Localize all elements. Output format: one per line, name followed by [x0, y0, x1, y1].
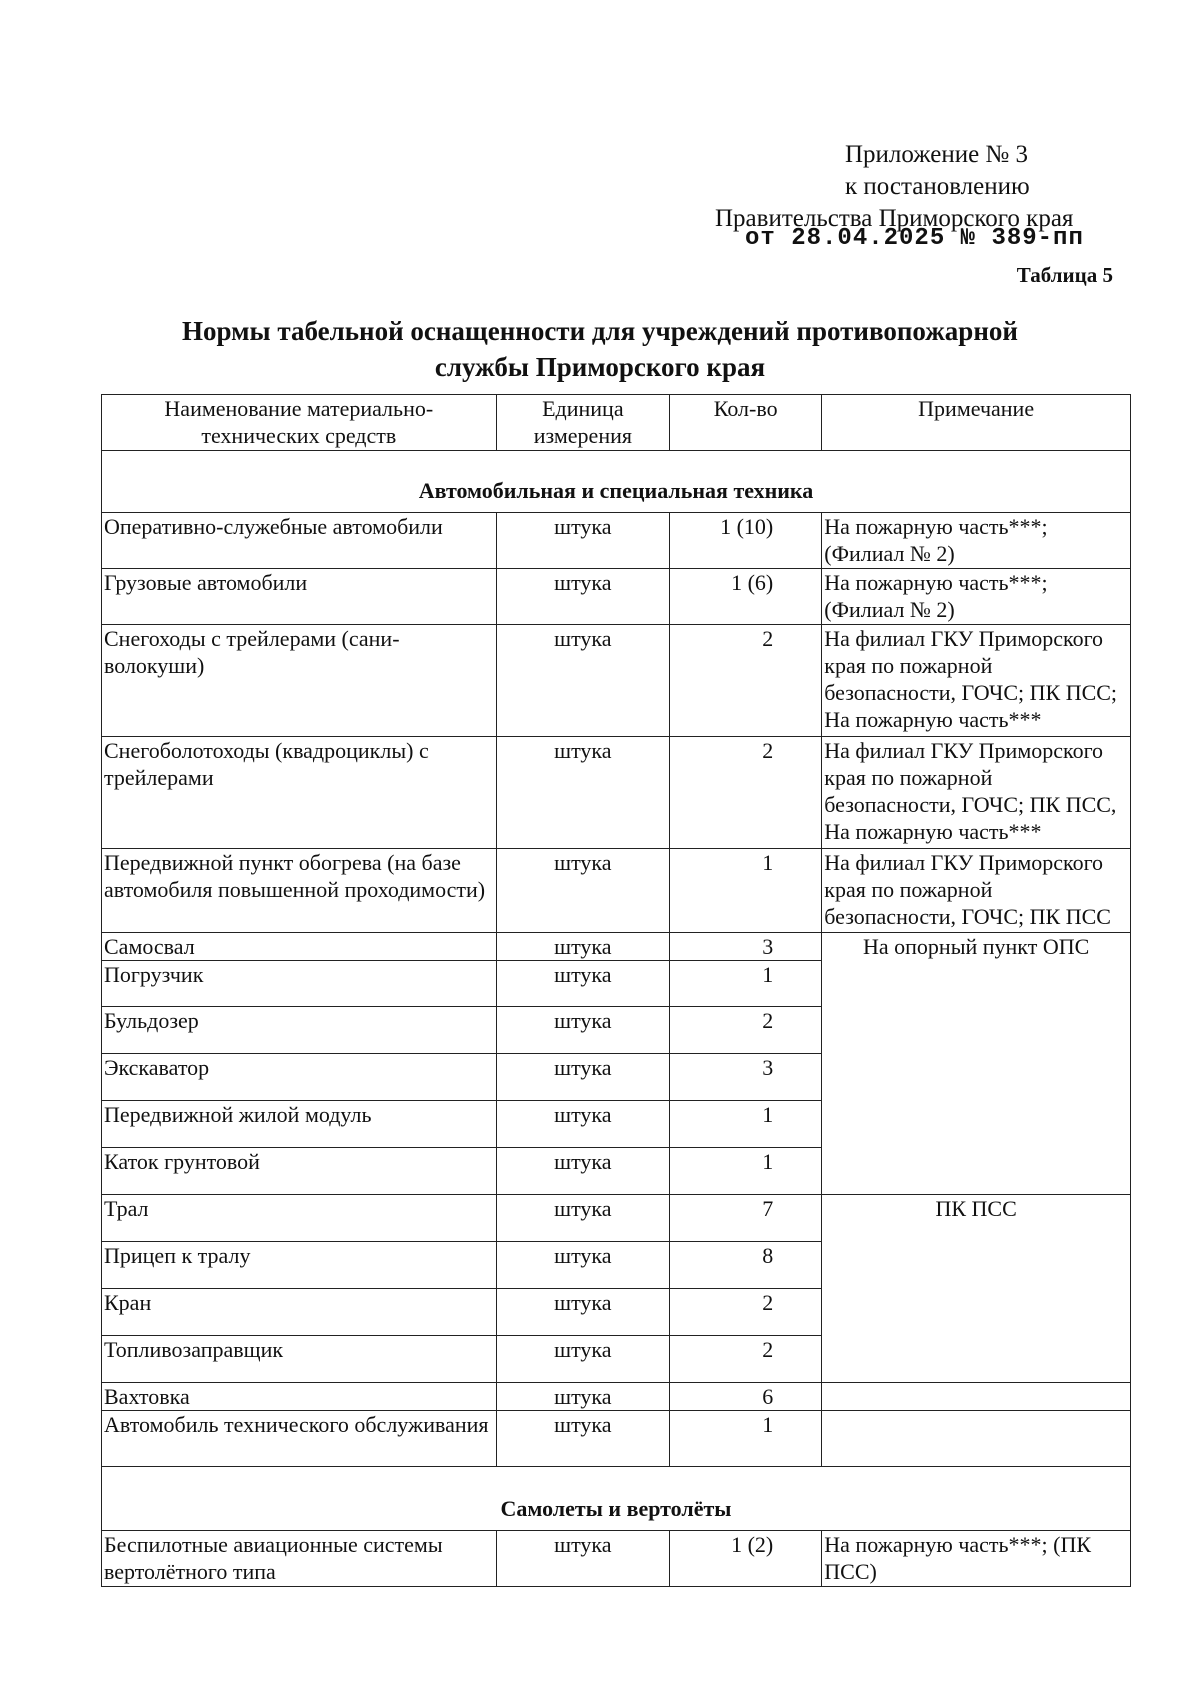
cell-note — [822, 1383, 1131, 1411]
cell-note: На пожарную часть***; (Филиал № 2) — [822, 513, 1131, 569]
cell-name: Бульдозер — [102, 1007, 497, 1054]
cell-unit: штука — [496, 569, 670, 625]
cell-unit: штука — [496, 1101, 670, 1148]
table-row — [102, 849, 1131, 933]
cell-name: Беспилотные авиационные системы вертолётного типа — [102, 1531, 497, 1587]
cell-qty: 1 — [670, 1148, 822, 1195]
cell-qty: 2 — [670, 737, 822, 849]
cell-name: Передвижной пункт обогрева (на базе автомобиля повышенной проходимости) — [102, 849, 497, 933]
cell-name: Вахтовка — [102, 1383, 497, 1411]
cell-name: Топливозаправщик — [102, 1336, 497, 1383]
cell-note: На филиал ГКУ Приморского края по пожарной безопасности, ГОЧС; ПК ПСС, На пожарную часть*** — [822, 737, 1131, 849]
table-row — [102, 569, 1131, 625]
cell-qty: 1 — [670, 1101, 822, 1148]
table-header-row — [102, 395, 1131, 451]
header-name-line1: Наименование материально- — [164, 396, 434, 421]
cell-qty: 8 — [670, 1242, 822, 1289]
cell-note: На филиал ГКУ Приморского края по пожарной безопасности, ГОЧС; ПК ПСС — [822, 849, 1131, 933]
cell-qty: 1 — [670, 961, 822, 1007]
cell-unit: штука — [496, 513, 670, 569]
cell-unit: штука — [496, 961, 670, 1007]
cell-unit: штука — [496, 849, 670, 933]
cell-unit: штука — [496, 1007, 670, 1054]
cell-qty: 6 — [670, 1383, 822, 1411]
header-unit-line2: измерения — [533, 423, 632, 448]
header-note: Примечание — [822, 395, 1131, 451]
table-row — [102, 1411, 1131, 1467]
resolution-date-stamp: от 28.04.2025 № 389-пп — [745, 225, 1084, 252]
table-row — [102, 933, 1131, 961]
appendix-number: Приложение № 3 — [845, 141, 1029, 168]
cell-unit: штука — [496, 1242, 670, 1289]
cell-unit: штука — [496, 1289, 670, 1336]
cell-unit: штука — [496, 1195, 670, 1242]
cell-qty: 1 — [670, 849, 822, 933]
header-name — [102, 395, 497, 451]
table-label: Таблица 5 — [1016, 263, 1113, 287]
title-line-1: Нормы табельной оснащенности для учреждений противопожарной — [182, 316, 1018, 346]
page-title — [100, 313, 1200, 385]
cell-unit: штука — [496, 1336, 670, 1383]
cell-name: Самосвал — [102, 933, 497, 961]
section-row-vehicles — [102, 451, 1131, 513]
cell-name: Снегоболотоходы (квадроциклы) с трейлерами — [102, 737, 497, 849]
cell-note: На филиал ГКУ Приморского края по пожарной безопасности, ГОЧС; ПК ПСС; На пожарную часть*** — [822, 625, 1131, 737]
cell-unit: штука — [496, 737, 670, 849]
header-name-line2: технических средств — [201, 423, 397, 448]
equipment-table — [101, 394, 1131, 1587]
section-title-vehicles: Автомобильная и специальная техника — [102, 451, 1131, 513]
cell-qty: 2 — [670, 1336, 822, 1383]
cell-qty: 1 (6) — [670, 569, 822, 625]
cell-name: Передвижной жилой модуль — [102, 1101, 497, 1148]
cell-unit: штука — [496, 1148, 670, 1195]
cell-qty: 1 — [670, 1411, 822, 1467]
cell-name: Прицеп к тралу — [102, 1242, 497, 1289]
section-row-aircraft — [102, 1467, 1131, 1531]
table-row — [102, 1383, 1131, 1411]
cell-name: Снегоходы с трейлерами (сани-волокуши) — [102, 625, 497, 737]
cell-name: Кран — [102, 1289, 497, 1336]
header-qty: Кол-во — [670, 395, 822, 451]
appendix-government-line: Правительства Приморского края — [715, 205, 1074, 232]
cell-name: Каток грунтовой — [102, 1148, 497, 1195]
title-line-2: службы Приморского края — [434, 352, 766, 382]
cell-name: Автомобиль технического обслуживания — [102, 1411, 497, 1467]
cell-unit: штука — [496, 933, 670, 961]
cell-qty: 3 — [670, 933, 822, 961]
cell-qty: 2 — [670, 625, 822, 737]
cell-name: Трал — [102, 1195, 497, 1242]
cell-qty: 7 — [670, 1195, 822, 1242]
cell-qty: 1 (10) — [670, 513, 822, 569]
cell-name: Грузовые автомобили — [102, 569, 497, 625]
table-row — [102, 737, 1131, 849]
cell-qty: 3 — [670, 1054, 822, 1101]
table-row — [102, 625, 1131, 737]
cell-unit: штука — [496, 1383, 670, 1411]
cell-qty: 1 (2) — [670, 1531, 822, 1587]
section-title-aircraft: Самолеты и вертолёты — [102, 1467, 1131, 1531]
cell-note-merged-pss: ПК ПСС — [822, 1195, 1131, 1383]
table-row — [102, 1531, 1131, 1587]
header-unit-line1: Единица — [542, 396, 624, 421]
cell-name: Погрузчик — [102, 961, 497, 1007]
cell-unit: штука — [496, 1411, 670, 1467]
header-unit — [496, 395, 670, 451]
cell-name: Экскаватор — [102, 1054, 497, 1101]
cell-unit: штука — [496, 1531, 670, 1587]
cell-qty: 2 — [670, 1289, 822, 1336]
table-row — [102, 1195, 1131, 1242]
table-row — [102, 513, 1131, 569]
cell-qty: 2 — [670, 1007, 822, 1054]
cell-note-merged-ops: На опорный пункт ОПС — [822, 933, 1131, 1195]
cell-note: На пожарную часть***; (Филиал № 2) — [822, 569, 1131, 625]
cell-note — [822, 1411, 1131, 1467]
appendix-resolution-line: к постановлению — [845, 173, 1030, 200]
cell-note: На пожарную часть***; (ПК ПСС) — [822, 1531, 1131, 1587]
cell-unit: штука — [496, 1054, 670, 1101]
cell-unit: штука — [496, 625, 670, 737]
cell-name: Оперативно-служебные автомобили — [102, 513, 497, 569]
